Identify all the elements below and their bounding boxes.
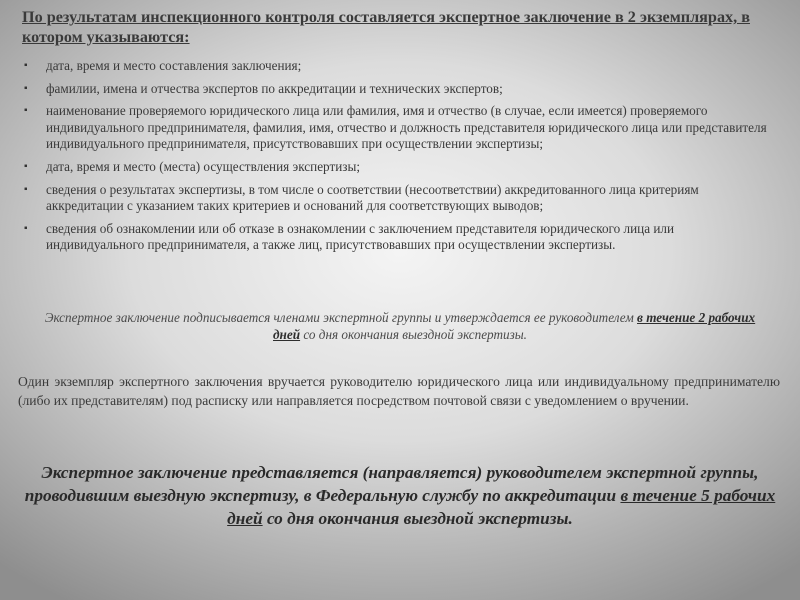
bullet-square-icon: ▪ <box>24 82 28 94</box>
submission-text: Экспертное заключение представляется (направляется) руководителем экспертной группы, проводившим выездную экспертизу, в Федеральную службу по аккредитации <box>24 463 759 505</box>
requirements-list <box>22 58 772 260</box>
list-item <box>22 58 772 75</box>
bullet-square-icon: ▪ <box>24 183 28 195</box>
list-item <box>22 81 772 98</box>
list-item-text: дата, время и место составления заключения; <box>46 58 302 73</box>
submission-text-end: со дня окончания выездной экспертизы. <box>262 509 573 528</box>
list-item <box>22 159 772 176</box>
slide-heading: По результатам инспекционного контроля составляется экспертное заключение в 2 экземплярах, в котором указываются: <box>22 8 750 46</box>
signing-deadline: в течение 2 рабочих дней <box>273 310 756 342</box>
signing-paragraph <box>30 309 770 343</box>
bullet-square-icon: ▪ <box>24 222 28 234</box>
delivery-paragraph: Один экземпляр экспертного заключения вручается руководителю юридического лица или индивидуальному предпринимателю (либо их представителям) под расписку или направляется посредством почтовой связи с уведомлением о вручении. <box>18 374 780 408</box>
signing-text-end: со дня окончания выездной экспертизы. <box>300 327 527 342</box>
list-item <box>22 221 772 254</box>
signing-text: Экспертное заключение подписывается членами экспертной группы и утверждается ее руководителем <box>44 310 638 325</box>
list-item-text: наименование проверяемого юридического лица или фамилия, имя и отчество (в случае, если имеется) проверяемого индивидуального предпринимателя, фамилия, имя, отчество и должность представителя юридического лица или представителя индивидуального предпринимателя, присутствовавших при осуществлении экспертизы; <box>46 103 767 152</box>
submission-deadline: в течение 5 рабочих дней <box>227 486 776 528</box>
bullet-square-icon: ▪ <box>24 105 28 117</box>
submission-paragraph <box>14 461 786 530</box>
bullet-square-icon: ▪ <box>24 60 28 71</box>
list-item <box>22 182 772 215</box>
list-item-text: сведения о результатах экспертизы, в том числе о соответствии (несоответствии) аккредитованного лица критериям аккредитации с указанием таких критериев и оснований для соответствующих выводов; <box>46 181 699 214</box>
bullet-square-icon: ▪ <box>24 160 28 172</box>
list-item-text: фамилии, имена и отчества экспертов по аккредитации и технических экспертов; <box>46 80 503 96</box>
list-item <box>22 103 772 153</box>
list-item-text: сведения об ознакомлении или об отказе в ознакомлении с заключением представителя юридического лица или индивидуального предпринимателя, а также лиц, присутствовавших при осуществлении экспертизы. <box>46 220 675 253</box>
list-item-text: дата, время и место (места) осуществления экспертизы; <box>46 158 361 174</box>
